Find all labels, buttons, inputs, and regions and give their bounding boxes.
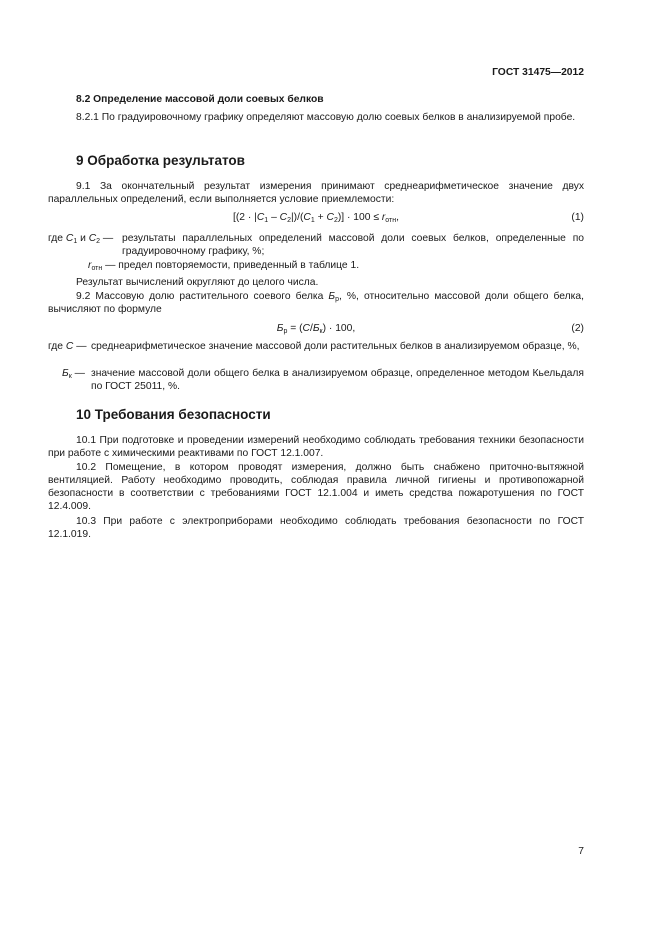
formula-2-number: (2) xyxy=(571,323,584,334)
paragraph-9-2: 9.2 Массовую долю растительного соевого белка $Б_р$, %, относительно массовой доли общего белка, вычисляют по формуле xyxy=(48,291,584,315)
document-code: ГОСТ 31475—2012 xyxy=(492,67,584,78)
document-page: ГОСТ 31475—2012 8.2 Определение массовой доли соевых белков 8.2.1 По градуировочному графику определяют массовую долю соевых белков в анализируемой пробе. 9 Обработка результатов 9.1 За окончательный результат измерения принимают среднеарифметическое значение двух параллельных определений, если выполняется условие приемлемости: $[(2 \cdot |C_1 - C_2|)/(C_1 + C_2)] \cdot 100 \le r_{отн}$, (1) где $C_1$ и $C_2$ — результаты параллельных определений массовой доли соевых белков, определенные по градуировочному графику, %; $r_{отн}$ — предел повторяемости, приведенный в таблице 1. Результат вычислений округляют до целого числа. 9.2 Массовую долю растительного соевого белка $Б_р$, %, относительно массовой доли общего белка, вычисляют по формуле $Б_р = (C/Б_к) \cdot 100$, (2) где C — среднеарифметическое значение массовой доли растительных белков в анализируемом образце, %, $Б_к$ — значение массовой доли общего белка в анализируемом образце, определенное методом Кьельдаля по ГОСТ 25011, %. 10 Требования безопасности 10.1 При подготовке и проведении измерений необходимо соблюдать требования техники безопасности при работе с химическими реактивами по ГОСТ 12.1.007. 10.2 Помещение, в котором проводят измерения, должно быть снабжено приточно-вытяжной вентиляцией. Работу необходимо проводить, соблюдая правила личной гигиены и противопожарной безопасности в соответствии с требованиями ГОСТ 12.1.004 и иметь средства пожаротушения по ГОСТ 12.4.009. 10.3 При работе с электроприборами необходимо соблюдать требования безопасности по ГОСТ 12.1.019. 7 xyxy=(48,67,584,857)
formula-1-number: (1) xyxy=(571,212,584,223)
section-9-title: 9 Обработка результатов xyxy=(76,153,245,168)
paragraph-9-1: 9.1 За окончательный результат измерения принимают среднеарифметическое значение двух параллельных определений, если выполняется условие приемлемости: xyxy=(48,181,584,205)
rounding-note: Результат вычислений округляют до целого числа. xyxy=(76,277,319,288)
page-number: 7 xyxy=(578,846,584,857)
paragraph-10-3: 10.3 При работе с электроприборами необходимо соблюдать требования безопасности по ГОСТ 12.1.019. xyxy=(48,516,584,540)
paragraph-10-1: 10.1 При подготовке и проведении измерений необходимо соблюдать требования техники безопасности при работе с химическими реактивами по ГОСТ 12.1.007. xyxy=(48,435,584,459)
paragraph-8-2-1: 8.2.1 По градуировочному графику определяют массовую долю соевых белков в анализируемой пробе. xyxy=(76,112,576,123)
section-8-2-title: 8.2 Определение массовой доли соевых белков xyxy=(76,94,324,105)
section-10-title: 10 Требования безопасности xyxy=(76,407,271,422)
paragraph-10-2: 10.2 Помещение, в котором проводят измерения, должно быть снабжено приточно-вытяжной вентиляцией. Работу необходимо проводить, соблюдая правила личной гигиены и противопожарной безопасности в соответствии с требованиями ГОСТ 12.1.004 и иметь средства пожаротушения по ГОСТ 12.4.009. xyxy=(48,462,584,512)
